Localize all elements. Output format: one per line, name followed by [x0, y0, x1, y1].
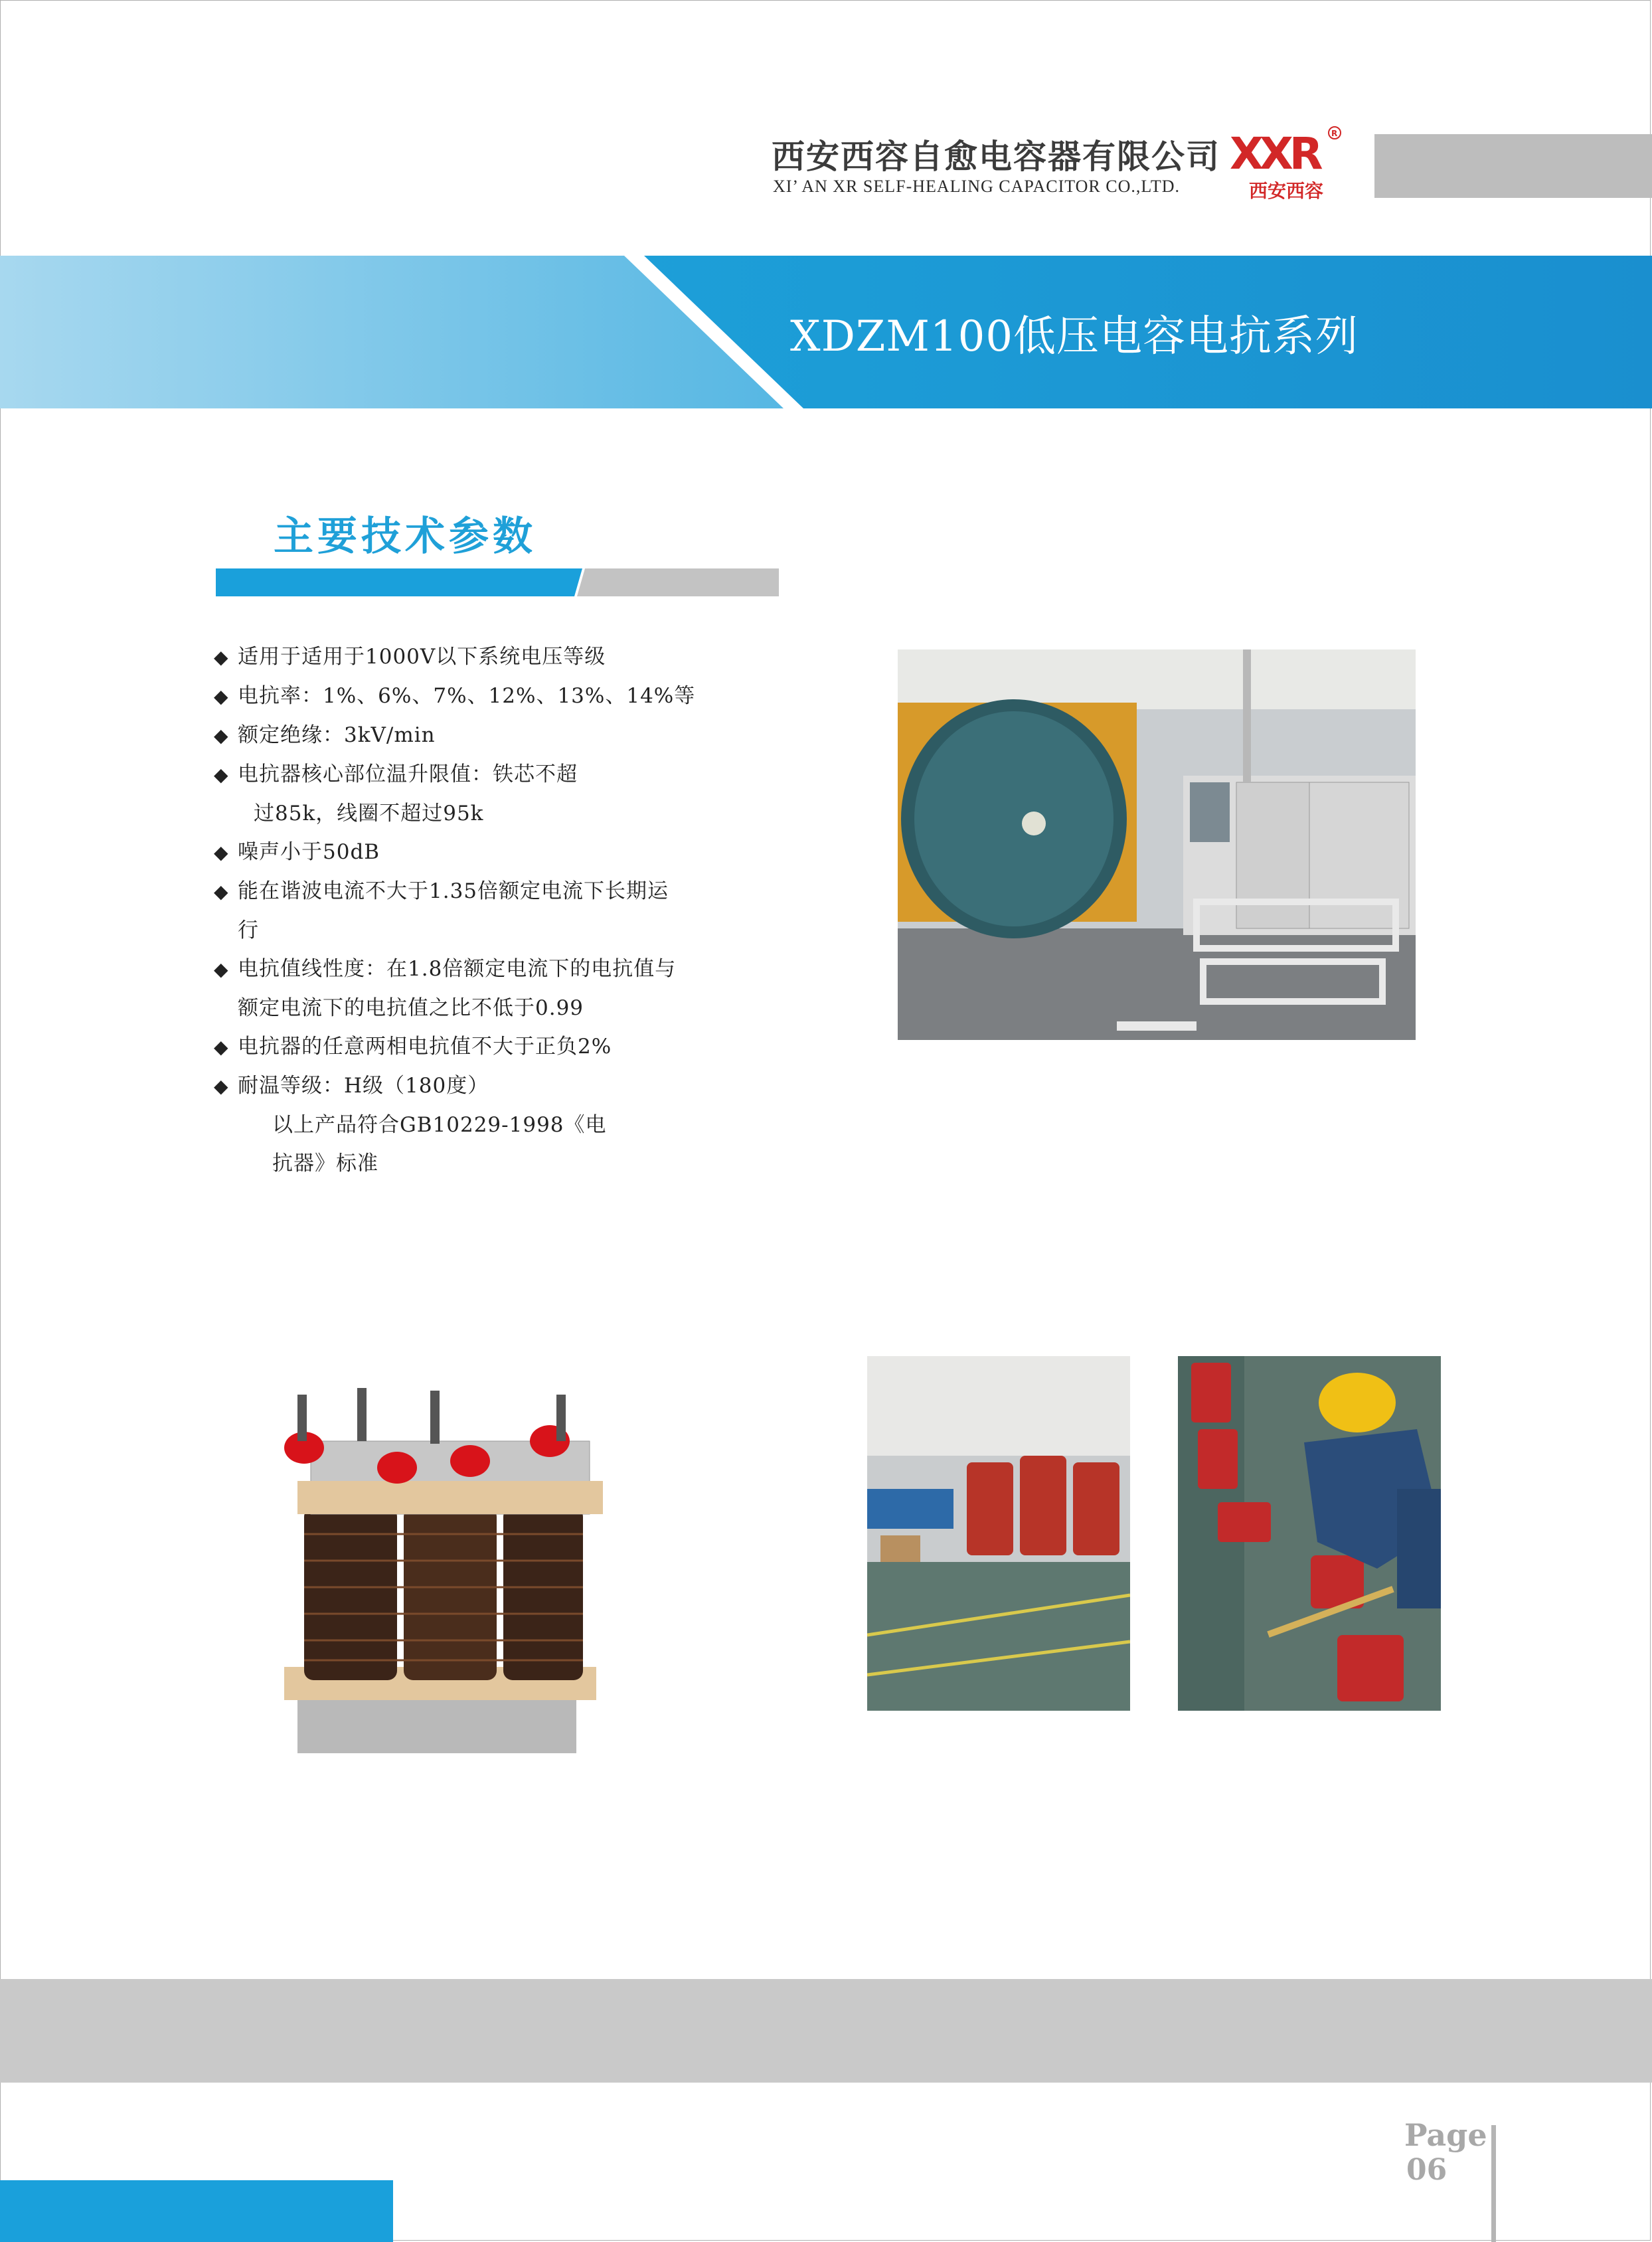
diamond-bullet-icon: ◆	[214, 841, 229, 863]
spec-note: 抗器》标准	[272, 1152, 378, 1175]
logo-text: XXR	[1230, 128, 1319, 179]
footer-band	[0, 1979, 1652, 2083]
svg-text:R: R	[1331, 129, 1338, 138]
spec-item-continued: 行	[238, 918, 259, 942]
diamond-bullet-icon: ◆	[214, 646, 229, 668]
spec-item: ◆ 电抗器核心部位温升限值：铁芯不超	[214, 755, 785, 794]
spec-item: ◆ 电抗值线性度：在1.8倍额定电流下的电抗值与	[214, 950, 785, 989]
spec-item: ◆ 噪声小于50dB	[214, 833, 785, 872]
page-divider	[1491, 2125, 1496, 2242]
diamond-bullet-icon: ◆	[214, 725, 229, 746]
factory-coils-photo	[867, 1356, 1130, 1711]
spec-item: ◆ 适用于适用于1000V以下系统电压等级	[214, 638, 785, 677]
spec-item: ◆ 电抗率：1%、6%、7%、12%、13%、14%等	[214, 677, 785, 716]
reactor-product-photo	[271, 1381, 629, 1773]
header-accent-bar	[1374, 134, 1652, 198]
section-title: 主要技术参数	[274, 513, 537, 560]
logo-caption: 西安西容	[1248, 180, 1323, 202]
factory-worker-photo	[1178, 1356, 1441, 1711]
spec-item: ◆ 额定绝缘：3kV/min	[214, 716, 785, 755]
page-label: Page	[1404, 2117, 1487, 2153]
diamond-bullet-icon: ◆	[214, 764, 229, 786]
factory-vacuum-tank-photo	[898, 649, 1416, 1040]
diamond-bullet-icon: ◆	[214, 881, 229, 903]
section-underline	[216, 568, 779, 596]
spec-item-continued: 过85k，线圈不超过95k	[254, 802, 484, 825]
diamond-bullet-icon: ◆	[214, 685, 229, 707]
spec-item: ◆ 耐温等级：H级（180度）	[214, 1067, 785, 1106]
footer-accent-bar	[0, 2180, 393, 2242]
banner-title: XDZM100低压电容电抗系列	[790, 312, 1359, 361]
spec-item: ◆ 能在谐波电流不大于1.35倍额定电流下长期运	[214, 872, 785, 911]
company-name-en: XI’ AN XR SELF-HEALING CAPACITOR CO.,LTD.	[773, 177, 1181, 196]
spec-item-continued: 额定电流下的电抗值之比不低于0.99	[238, 996, 584, 1020]
page-number: 06	[1406, 2153, 1447, 2187]
spec-note: 以上产品符合GB10229-1998《电	[272, 1113, 607, 1137]
spec-item: ◆ 电抗器的任意两相电抗值不大于正负2%	[214, 1027, 785, 1067]
diamond-bullet-icon: ◆	[214, 1036, 229, 1058]
spec-list	[214, 638, 785, 1183]
company-name-cn: 西安西容自愈电容器有限公司	[772, 137, 1220, 176]
diamond-bullet-icon: ◆	[214, 1075, 229, 1097]
diamond-bullet-icon: ◆	[214, 958, 229, 980]
